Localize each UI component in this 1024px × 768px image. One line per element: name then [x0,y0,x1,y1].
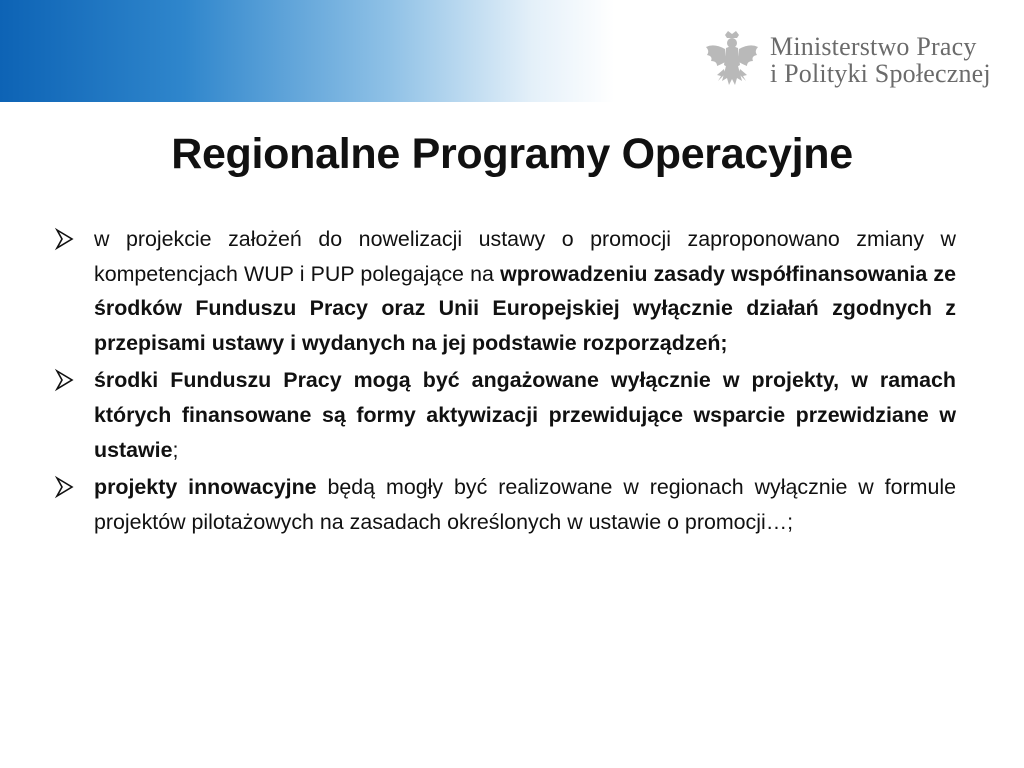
bullet-list [54,222,956,542]
ministry-name-line1: Ministerstwo Pracy [770,32,977,61]
arrow-bullet-icon [54,227,76,251]
bullet-text: w projekcie założeń do nowelizacji ustawy o promocji zaproponowano zmiany w kompetencjach WUP i PUP polegające na [94,227,956,286]
slide-title: Regionalne Programy Operacyjne [171,130,853,178]
bullet-text: ; [172,437,179,462]
bullet-text-bold: projekty innowacyjne [94,475,317,500]
bullet-item [54,363,956,467]
eagle-emblem-icon [704,29,760,91]
ministry-logo [704,28,991,92]
ministry-name-line2: i Polityki Społecznej [770,59,991,88]
bullet-item [54,222,956,360]
ministry-name [770,33,991,87]
bullet-text-bold: wprowadzeniu zasady współfinansowania ze środków Funduszu Pracy oraz Unii Europejskiej wyłącznie działań zgodnych z przepisami ustawy i wydanych na jej podstawie rozporządzeń; [94,261,956,355]
arrow-bullet-icon [54,368,76,392]
bullet-text: będą mogły być realizowane w regionach wyłącznie w formule projektów pilotażowych na zasadach określonych w ustawie o promocji…; [94,475,956,534]
bullet-text-bold: środki Funduszu Pracy mogą być angażowane wyłącznie w projekty, w ramach których finansowane są formy aktywizacji przewidujące wsparcie przewidziane w ustawie [94,368,956,462]
bullet-item [54,470,956,539]
arrow-bullet-icon [54,475,76,499]
